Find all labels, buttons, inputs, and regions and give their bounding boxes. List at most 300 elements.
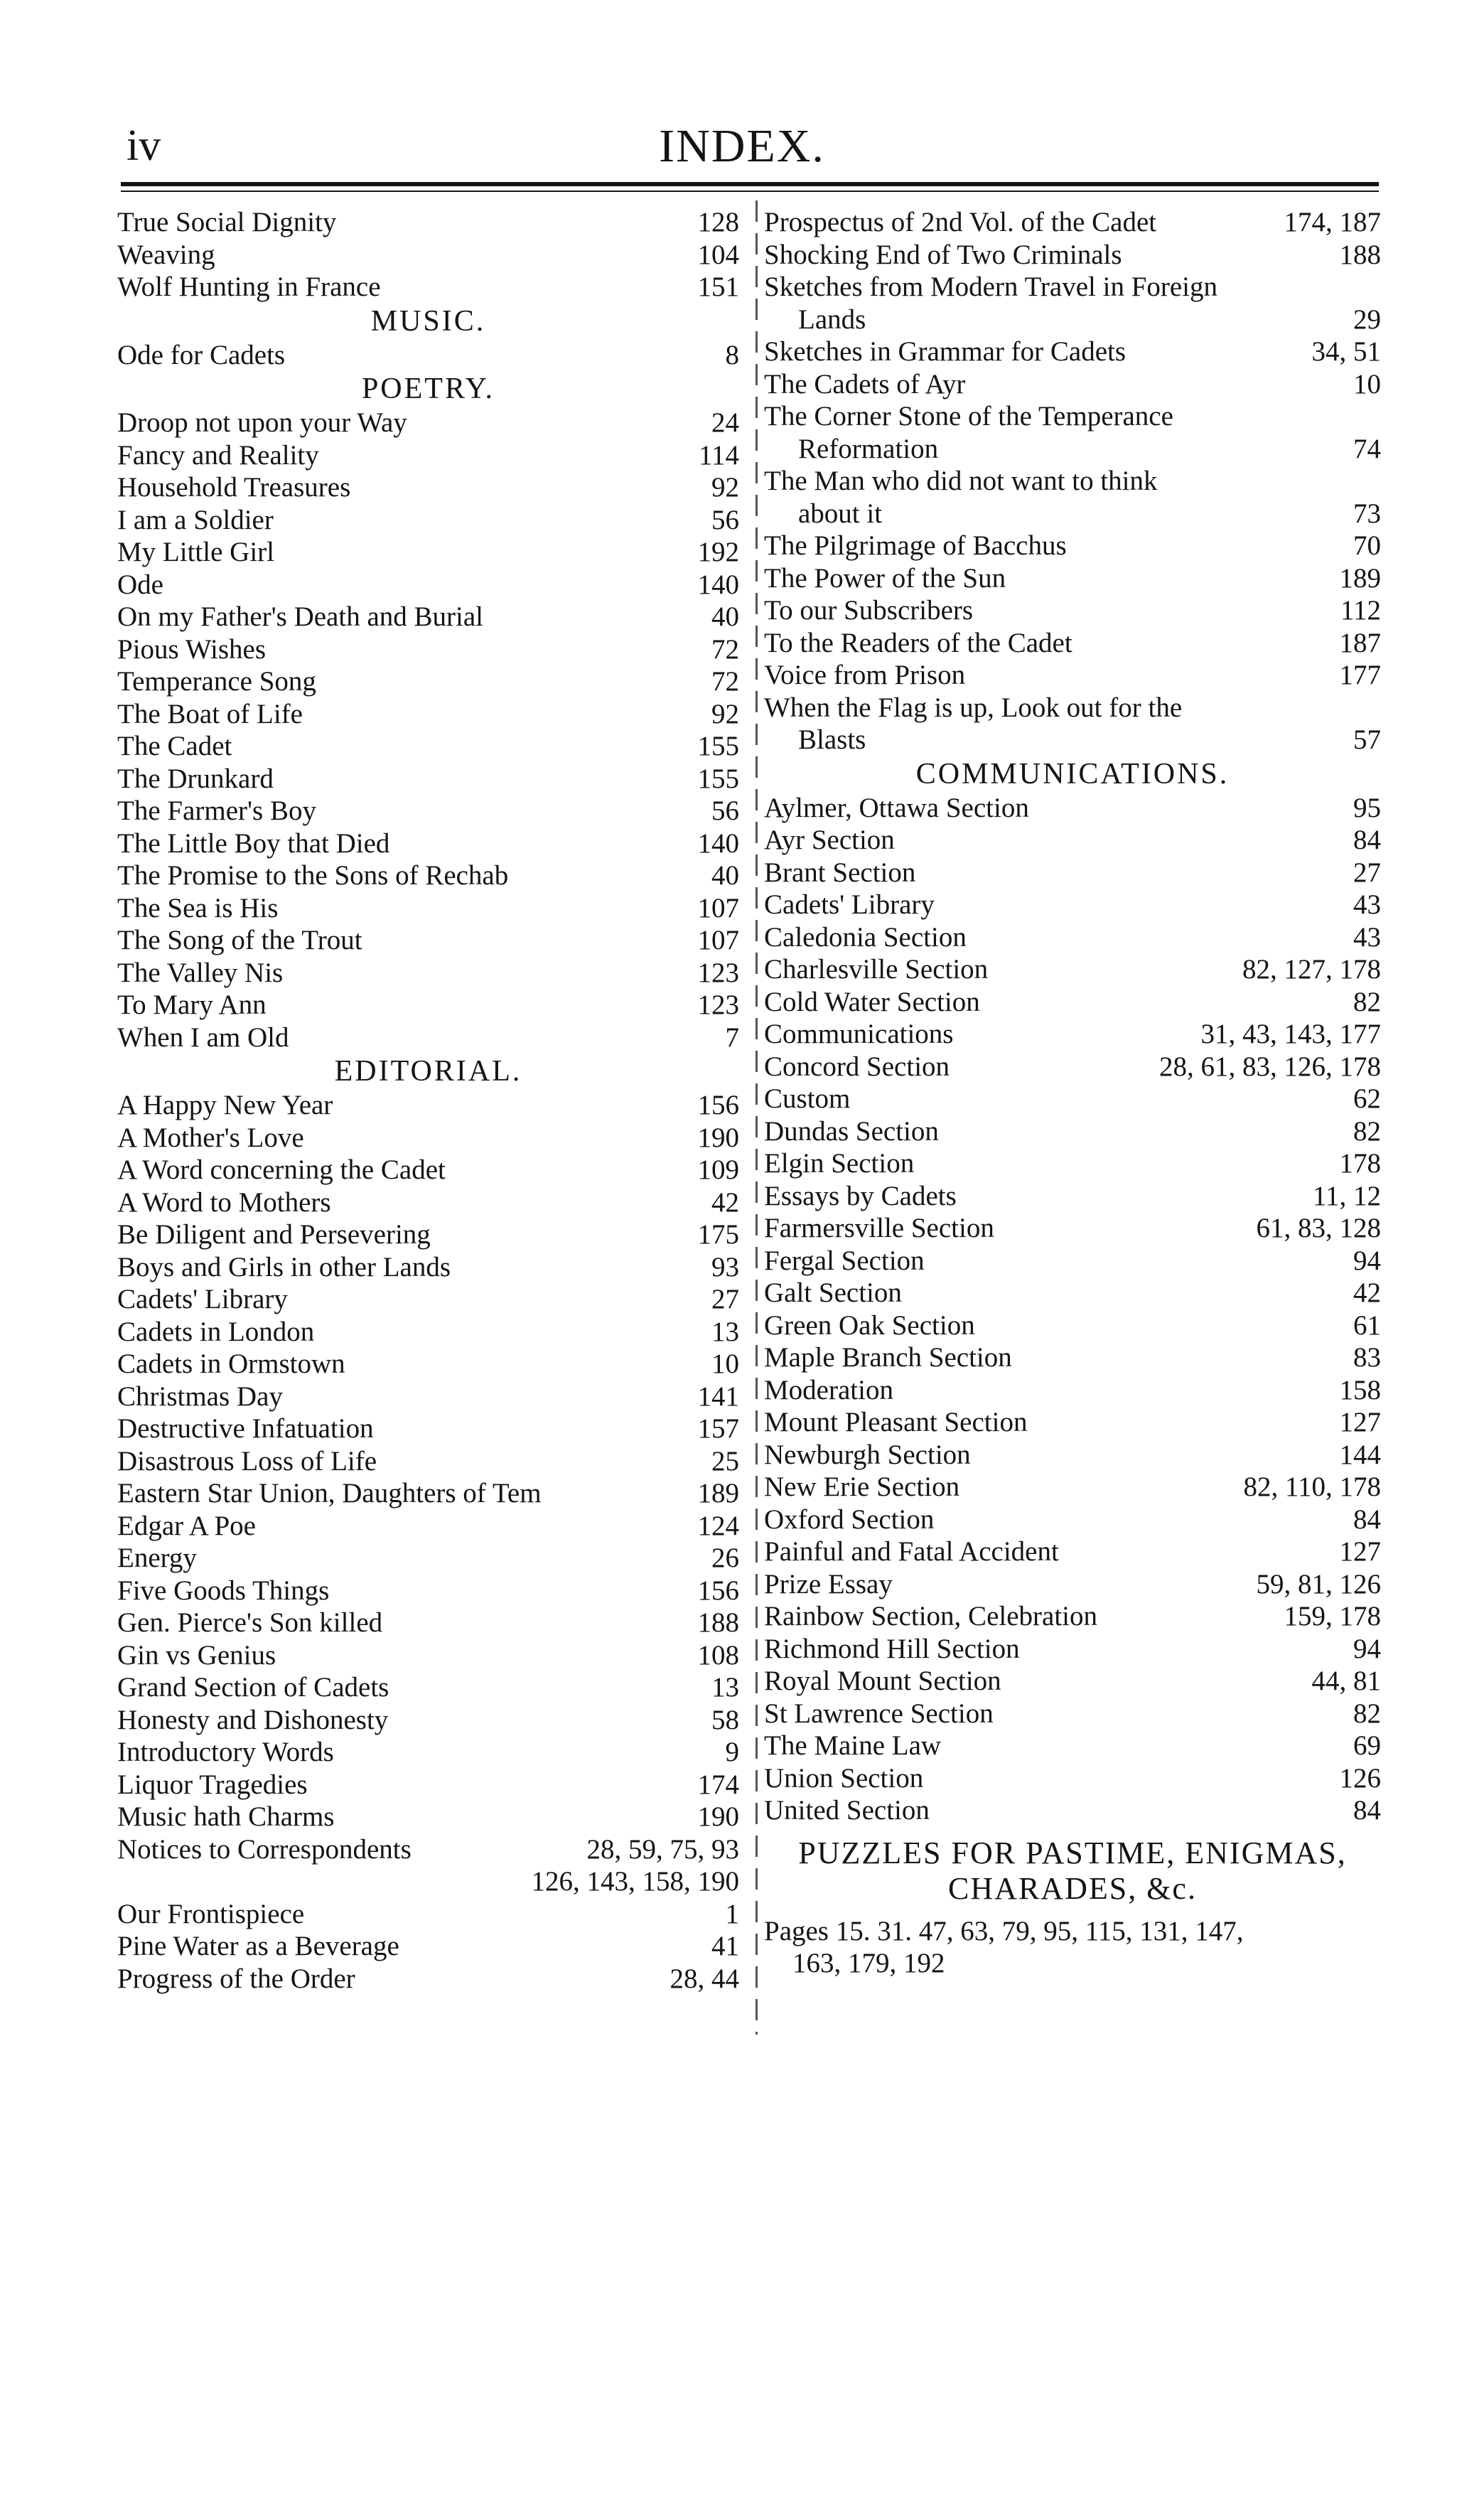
index-entry: [117, 633, 739, 666]
index-entry: [117, 1477, 739, 1510]
entry-pages: 174: [697, 1769, 739, 1800]
entry-title: Essays by Cadets: [764, 1180, 957, 1211]
entry-pages: 40: [711, 860, 739, 891]
entry-pages: 144: [1339, 1439, 1381, 1470]
index-entry: [764, 239, 1381, 272]
poetry-entries: [117, 407, 739, 1054]
entry-title: Rainbow Section, Celebration: [764, 1601, 1097, 1631]
entry-pages: 8: [725, 339, 739, 370]
entry-pages: 7: [725, 1022, 739, 1053]
index-entry: [117, 730, 739, 763]
index-entry: [117, 892, 739, 925]
entry-title: Maple Branch Section: [764, 1342, 1012, 1373]
index-entry: [764, 1277, 1381, 1309]
entry-pages: 42: [1353, 1277, 1381, 1308]
entry-title: Prize Essay: [764, 1568, 893, 1600]
entry-title: Sketches from Modern Travel in Foreign: [764, 272, 1218, 302]
entry-pages: 141: [697, 1381, 739, 1412]
index-entry: [117, 1251, 739, 1284]
index-entry: [117, 1316, 739, 1349]
entry-pages: 104: [697, 239, 739, 270]
index-entry: [764, 792, 1381, 825]
entry-pages: 157: [697, 1413, 739, 1444]
entry-title: Pious Wishes: [117, 633, 266, 665]
entry-pages: 190: [697, 1801, 739, 1832]
right-column: [764, 206, 1381, 1980]
index-entry-wrapped: [764, 692, 1381, 756]
entry-pages: 82: [1353, 1698, 1381, 1729]
index-entry: [117, 1283, 739, 1316]
entry-title-continued: Lands: [798, 304, 866, 335]
entry-title: Prospectus of 2nd Vol. of the Cadet: [764, 207, 1157, 237]
entry-title: Cadets in Ormstown: [117, 1349, 345, 1379]
entry-pages: 82: [1353, 1115, 1381, 1147]
entry-title: Boys and Girls in other Lands: [117, 1251, 451, 1282]
entry-title: When the Flag is up, Look out for the: [764, 692, 1183, 723]
entry-pages: 61, 83, 128: [1256, 1213, 1381, 1243]
puzzles-heading-line-2: CHARADES, &c.: [948, 1870, 1197, 1906]
index-entry: [117, 1963, 739, 1995]
entry-pages: 108: [697, 1639, 739, 1671]
entry-title: Union Section: [764, 1762, 924, 1794]
entry-pages: 34, 51: [1311, 336, 1381, 367]
entry-pages: 175: [697, 1219, 739, 1250]
index-entry: [764, 1568, 1381, 1601]
entry-title: A Word to Mothers: [117, 1186, 331, 1218]
entry-title: A Word concerning the Cadet: [117, 1154, 446, 1185]
entry-title: United Section: [764, 1795, 930, 1826]
entry-pages: 73: [1353, 498, 1381, 529]
entry-title: The Sea is His: [117, 892, 279, 923]
index-entry: [117, 1445, 739, 1478]
index-entry: [764, 1212, 1381, 1245]
index-entry: [764, 562, 1381, 595]
index-entry: [764, 1536, 1381, 1568]
index-entry-wrapped: [764, 400, 1381, 465]
entry-pages: 123: [697, 990, 739, 1020]
entry-pages: 42: [711, 1186, 739, 1218]
index-entry: [764, 1698, 1381, 1730]
entry-pages: 156: [697, 1575, 739, 1606]
index-entry: [764, 889, 1381, 921]
entry-title: Music hath Charms: [117, 1801, 335, 1832]
entry-title: Aylmer, Ottawa Section: [764, 792, 1029, 823]
entry-title: To our Subscribers: [764, 595, 974, 626]
right-top-entries: [764, 206, 1381, 756]
entry-line-2: [764, 433, 1381, 466]
entry-pages: 190: [697, 1122, 739, 1153]
entry-title: The Song of the Trout: [117, 925, 362, 955]
index-entry: [117, 1510, 739, 1543]
index-entry: [764, 1245, 1381, 1277]
entry-pages: 84: [1353, 1795, 1381, 1826]
entry-title: Honesty and Dishonesty: [117, 1704, 389, 1735]
entry-pages: 156: [697, 1090, 739, 1120]
index-entry-notices: [117, 1833, 739, 1866]
entry-line-2: [764, 304, 1381, 336]
index-entry: [764, 1794, 1381, 1827]
index-entry: [117, 569, 739, 601]
index-entry: [117, 795, 739, 827]
puzzles-pages-line-2: 163, 179, 192: [792, 1948, 945, 1978]
left-column: [117, 206, 739, 1995]
entry-title: Mount Pleasant Section: [764, 1407, 1028, 1437]
entry-title-continued: Reformation: [798, 433, 939, 464]
index-entry: [764, 1374, 1381, 1407]
editorial-heading: EDITORIAL.: [334, 1055, 522, 1088]
entry-pages: 95: [1353, 792, 1381, 823]
page-header: [0, 0, 1484, 178]
entry-title: The Little Boy that Died: [117, 827, 390, 859]
entry-title: Gin vs Genius: [117, 1639, 276, 1671]
index-entry: [764, 1730, 1381, 1762]
index-entry: [117, 504, 739, 537]
index-entry: [764, 1147, 1381, 1180]
entry-title: Ode for Cadets: [117, 339, 286, 370]
entry-pages: 82, 110, 178: [1243, 1472, 1381, 1502]
entry-pages: 189: [697, 1478, 739, 1509]
entry-line-1: [764, 692, 1381, 724]
index-entry: [117, 665, 739, 698]
index-entry: [764, 953, 1381, 986]
index-entry: [117, 1348, 739, 1381]
entry-pages: 128: [697, 207, 739, 237]
index-entry: [764, 824, 1381, 857]
entry-title: Wolf Hunting in France: [117, 272, 381, 302]
entry-title: Eastern Star Union, Daughters of Tem: [117, 1478, 542, 1509]
entry-pages: 189: [1339, 562, 1381, 594]
entry-title: A Happy New Year: [117, 1090, 333, 1120]
entry-pages: 93: [711, 1251, 739, 1282]
left-tail-entries: [117, 1898, 739, 1995]
entry-pages: 29: [1353, 304, 1381, 335]
entry-title: The Maine Law: [764, 1730, 942, 1761]
entry-pages: 155: [697, 763, 739, 794]
entry-title: Notices to Correspondents: [117, 1833, 412, 1865]
entry-title: Disastrous Loss of Life: [117, 1445, 377, 1477]
entry-title: The Cadet: [117, 731, 232, 761]
index-entry: [117, 1930, 739, 1963]
entry-title: The Power of the Sun: [764, 562, 1006, 594]
entry-pages: 24: [711, 407, 739, 438]
entry-pages: 13: [711, 1316, 739, 1347]
index-entry: [117, 924, 739, 957]
index-entry: [117, 827, 739, 860]
index-entry: [117, 1154, 739, 1186]
entry-pages: 127: [1339, 1407, 1381, 1437]
entry-pages: 1: [725, 1898, 739, 1929]
entry-title: Sketches in Grammar for Cadets: [764, 336, 1127, 367]
index-entry: [764, 594, 1381, 627]
index-entry: [764, 1471, 1381, 1504]
index-entry: [117, 1801, 739, 1833]
entry-pages: 26: [711, 1543, 739, 1573]
entry-pages: 13: [711, 1672, 739, 1703]
entry-title: Edgar A Poe: [117, 1510, 256, 1541]
entry-pages: 28, 44: [670, 1963, 739, 1994]
index-entry: [117, 1022, 739, 1054]
entry-pages: 83: [1353, 1342, 1381, 1373]
entry-line-1: [764, 271, 1381, 304]
index-entry: [117, 601, 739, 633]
entry-pages: 56: [711, 504, 739, 535]
entry-pages: 72: [711, 633, 739, 665]
entry-title: Charlesville Section: [764, 954, 989, 985]
entry-title: Royal Mount Section: [764, 1666, 1001, 1696]
entry-pages: 158: [1339, 1374, 1381, 1405]
entry-title: On my Father's Death and Burial: [117, 601, 483, 632]
entry-pages: 178: [1339, 1148, 1381, 1179]
index-entry: [117, 1736, 739, 1769]
index-entry: [764, 1504, 1381, 1536]
entry-pages: 109: [697, 1154, 739, 1185]
index-entry: [117, 1575, 739, 1607]
music-heading: MUSIC.: [370, 304, 486, 338]
entry-title: Fergal Section: [764, 1245, 925, 1276]
entry-pages: 151: [697, 272, 739, 302]
entry-title: The Corner Stone of the Temperance: [764, 401, 1173, 432]
entry-title: Temperance Song: [117, 666, 316, 697]
entry-pages: 140: [697, 827, 739, 859]
index-entry: [117, 536, 739, 569]
index-entry: [117, 1089, 739, 1122]
index-entry-wrapped: [764, 465, 1381, 530]
entry-pages: 124: [697, 1510, 739, 1541]
entry-pages: 43: [1353, 889, 1381, 920]
poetry-heading: POETRY.: [361, 373, 495, 405]
index-entry: [117, 1218, 739, 1251]
entry-pages: 174, 187: [1284, 207, 1381, 237]
entry-title: Ode: [117, 569, 163, 600]
header-rule-thin: [121, 191, 1379, 192]
entry-title: Painful and Fatal Accident: [764, 1536, 1059, 1567]
entry-pages: 188: [1339, 239, 1381, 270]
entry-title: Farmersville Section: [764, 1213, 994, 1243]
index-entry: [117, 1769, 739, 1801]
index-entry: [764, 921, 1381, 954]
entry-pages: 114: [698, 439, 739, 471]
entry-pages: 84: [1353, 825, 1381, 855]
entry-pages: 82, 127, 178: [1242, 954, 1381, 985]
entry-pages: 69: [1353, 1730, 1381, 1761]
entry-title: To Mary Ann: [117, 990, 267, 1020]
entry-title: I am a Soldier: [117, 504, 274, 535]
entry-pages: 27: [711, 1284, 739, 1314]
index-entry: [764, 1309, 1381, 1342]
index-entry: [117, 439, 739, 472]
entry-title: Moderation: [764, 1374, 893, 1405]
puzzles-pages: [764, 1915, 1381, 1980]
editorial-entries: [117, 1089, 739, 1833]
entry-pages: 177: [1339, 660, 1381, 690]
entry-pages: 61: [1353, 1309, 1381, 1341]
entry-title: The Pilgrimage of Bacchus: [764, 530, 1067, 561]
entry-title: Caledonia Section: [764, 921, 967, 953]
entry-pages: 126, 143, 158, 190: [531, 1866, 739, 1897]
entry-title: Concord Section: [764, 1051, 950, 1082]
index-entry: [117, 339, 739, 372]
index-entry: [117, 1186, 739, 1219]
entry-title: Ayr Section: [764, 825, 895, 855]
entry-title: Pine Water as a Beverage: [117, 1931, 399, 1961]
entry-title: Newburgh Section: [764, 1439, 971, 1470]
entry-pages: 107: [697, 925, 739, 955]
entry-title: Galt Section: [764, 1277, 902, 1308]
entry-title: Progress of the Order: [117, 1963, 355, 1994]
entry-title: The Drunkard: [117, 763, 274, 794]
entry-line-2: [764, 724, 1381, 756]
entry-title: Be Diligent and Persevering: [117, 1219, 431, 1250]
entry-title: Richmond Hill Section: [764, 1633, 1020, 1664]
entry-title: Custom: [764, 1083, 851, 1114]
index-entry: [764, 627, 1381, 660]
index-entry: [764, 1115, 1381, 1148]
music-entries: [117, 339, 739, 372]
entry-title: My Little Girl: [117, 537, 274, 567]
spacer: [764, 1827, 1381, 1836]
entry-pages: 10: [1353, 368, 1381, 400]
entry-pages: 92: [711, 472, 739, 503]
index-entry: [764, 659, 1381, 692]
entry-title: To the Readers of the Cadet: [764, 627, 1072, 658]
entry-title: Destructive Infatuation: [117, 1413, 374, 1444]
entry-pages: 82: [1353, 986, 1381, 1017]
index-entry: [117, 698, 739, 731]
index-entry: [764, 368, 1381, 401]
entry-pages: 31, 43, 143, 177: [1200, 1019, 1381, 1049]
index-entry: [764, 1180, 1381, 1213]
entry-title: Weaving: [117, 239, 215, 270]
index-entry: [117, 1671, 739, 1704]
entry-pages: 40: [711, 601, 739, 632]
index-entry: [764, 1051, 1381, 1083]
entry-title: Cold Water Section: [764, 986, 980, 1017]
entry-title: Fancy and Reality: [117, 439, 319, 471]
index-entry: [117, 206, 739, 239]
entry-title: Cadets' Library: [117, 1284, 288, 1314]
entry-pages: 155: [697, 731, 739, 761]
entry-title: Droop not upon your Way: [117, 407, 407, 438]
entry-pages: 10: [711, 1349, 739, 1379]
entry-title: Communications: [764, 1019, 954, 1049]
entry-pages: 59, 81, 126: [1256, 1568, 1381, 1600]
entry-title: The Promise to the Sons of Rechab: [117, 860, 509, 891]
entry-title: The Valley Nis: [117, 957, 284, 988]
entry-pages: 159, 178: [1284, 1601, 1381, 1631]
entry-line-1: [764, 465, 1381, 498]
entry-title: Our Frontispiece: [117, 1898, 305, 1929]
entry-pages: 28, 59, 75, 93: [586, 1833, 739, 1865]
index-entry: [117, 1607, 739, 1639]
index-entry: [117, 407, 739, 439]
entry-title: New Erie Section: [764, 1472, 960, 1502]
entry-title: Liquor Tragedies: [117, 1769, 308, 1800]
index-entry: [764, 857, 1381, 889]
index-entry: [764, 986, 1381, 1019]
index-entry: [764, 1665, 1381, 1698]
entry-title: Oxford Section: [764, 1504, 935, 1535]
entry-title: Cadets' Library: [764, 889, 935, 920]
entry-title: Shocking End of Two Criminals: [764, 239, 1122, 270]
entry-title: Five Goods Things: [117, 1575, 330, 1606]
communications-heading: COMMUNICATIONS.: [915, 757, 1230, 791]
entry-pages: 43: [1353, 921, 1381, 953]
index-entry: [764, 1633, 1381, 1666]
entry-pages: 127: [1339, 1536, 1381, 1567]
entry-pages: 57: [1353, 724, 1381, 755]
entry-pages: 107: [697, 892, 739, 923]
page-number: iv: [127, 122, 161, 170]
entry-title: The Farmer's Boy: [117, 795, 316, 826]
entry-pages: 41: [711, 1931, 739, 1961]
entry-title: When I am Old: [117, 1022, 289, 1053]
entry-pages: 44, 81: [1311, 1666, 1381, 1696]
entry-title: Green Oak Section: [764, 1309, 975, 1341]
spacer: [764, 1907, 1381, 1915]
entry-pages: 9: [725, 1737, 739, 1767]
page-title: INDEX.: [659, 120, 825, 172]
entry-title: The Boat of Life: [117, 698, 303, 729]
entry-title: Gen. Pierce's Son killed: [117, 1607, 383, 1638]
puzzles-heading-line-1: PUZZLES FOR PASTIME, ENIGMAS,: [798, 1835, 1347, 1870]
entry-pages: 11, 12: [1312, 1180, 1381, 1211]
entry-title: Energy: [117, 1543, 197, 1573]
index-entry: [117, 471, 739, 504]
index-entry: [117, 1122, 739, 1154]
index-entry: [764, 1600, 1381, 1633]
entry-pages: 94: [1353, 1633, 1381, 1664]
entry-title: Brant Section: [764, 857, 916, 888]
entry-title: The Cadets of Ayr: [764, 368, 966, 400]
index-entry: [764, 1406, 1381, 1439]
entry-pages: 28, 61, 83, 126, 178: [1159, 1051, 1381, 1082]
index-entry: [117, 957, 739, 990]
index-entry: [117, 989, 739, 1022]
entry-pages: 112: [1340, 595, 1381, 626]
entry-title: Dundas Section: [764, 1115, 939, 1147]
entry-pages: 58: [711, 1704, 739, 1735]
entry-pages: 74: [1353, 433, 1381, 464]
entry-title-continued: about it: [798, 498, 883, 529]
index-entry: [117, 239, 739, 272]
entry-pages: 27: [1353, 857, 1381, 888]
index-entry: [117, 1381, 739, 1413]
index-entry: [764, 1341, 1381, 1374]
entry-pages: 94: [1353, 1245, 1381, 1276]
entry-pages: 25: [711, 1445, 739, 1477]
left-top-entries: [117, 206, 739, 304]
index-entry: [117, 271, 739, 304]
entry-pages: 56: [711, 795, 739, 826]
index-entry: [117, 763, 739, 795]
entry-pages: 126: [1339, 1762, 1381, 1794]
index-entry: [764, 336, 1381, 368]
index-entry-wrapped: [764, 271, 1381, 336]
index-entry: [764, 530, 1381, 562]
index-entry: [117, 1639, 739, 1672]
entry-pages: 72: [711, 666, 739, 697]
entry-pages: 123: [697, 957, 739, 988]
entry-title-continued: Blasts: [798, 724, 866, 755]
index-entry: [764, 206, 1381, 239]
entry-title: Voice from Prison: [764, 660, 966, 690]
entry-title: St Lawrence Section: [764, 1698, 994, 1729]
index-entry: [764, 1762, 1381, 1795]
entry-title: Grand Section of Cadets: [117, 1672, 389, 1703]
index-entry: [764, 1018, 1381, 1051]
header-rule-thick: [121, 182, 1379, 186]
index-entry: [117, 1413, 739, 1445]
